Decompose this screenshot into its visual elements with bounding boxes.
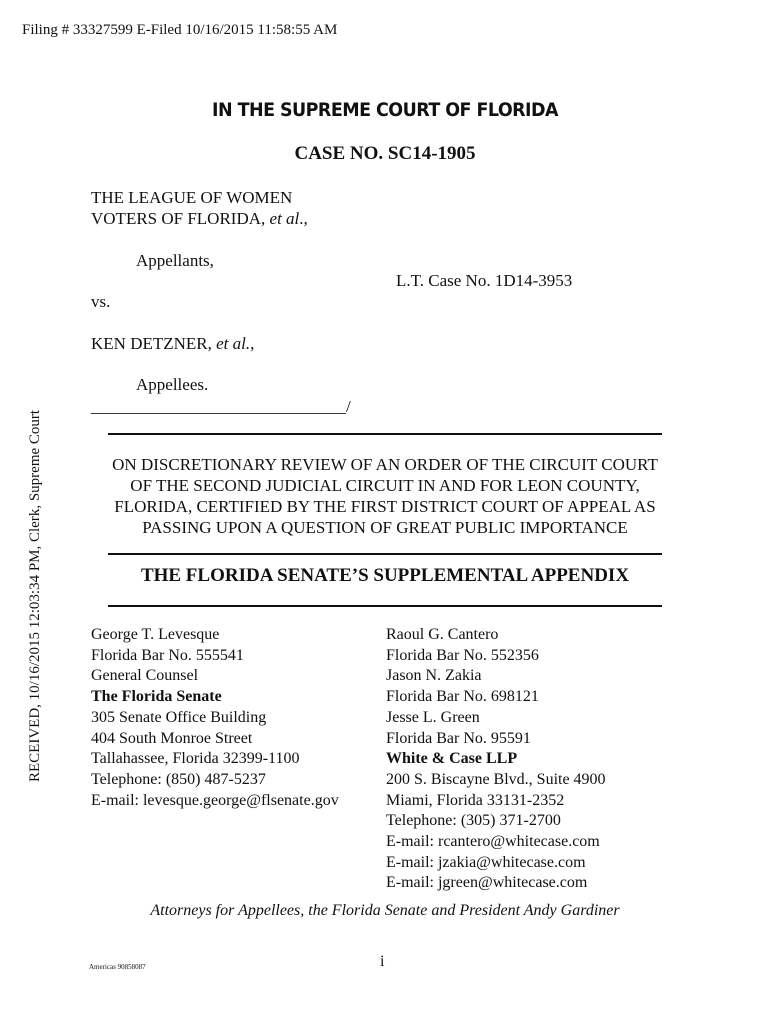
received-stamp: RECEIVED, 10/16/2015 12:03:34 PM, Clerk, Supreme Court [27, 409, 43, 782]
counsel-line: 305 Senate Office Building [91, 708, 267, 726]
appellee-name [91, 334, 254, 354]
court-heading: IN THE SUPREME COURT OF FLORIDA [212, 99, 558, 121]
appellant-name-end: ., [299, 209, 308, 228]
case-number: CASE NO. SC14-1905 [294, 143, 476, 164]
appellant-name-line1: THE LEAGUE OF WOMEN [91, 188, 293, 207]
counsel-email[interactable]: E-mail: levesque.george@flsenate.gov [91, 791, 339, 809]
counsel-email[interactable]: E-mail: jzakia@whitecase.com [386, 853, 586, 871]
counsel-line: Telephone: (305) 371-2700 [386, 812, 561, 830]
appellant-name-line2 [91, 209, 308, 229]
appellant-name-text: VOTERS OF FLORIDA, [91, 209, 270, 228]
counsel-line: Florida Bar No. 555541 [91, 646, 244, 664]
left-counsel-block [91, 625, 339, 811]
counsel-line: General Counsel [91, 667, 199, 685]
counsel-line: White & Case LLP [386, 750, 518, 768]
document-title: THE FLORIDA SENATE’S SUPPLEMENTAL APPENDIX [140, 565, 630, 586]
counsel-line: Jesse L. Green [386, 708, 480, 726]
appellee-name-end: , [250, 334, 255, 353]
appellee-et-al: et al. [216, 334, 251, 353]
page-number: i [380, 953, 385, 970]
appellee-role: Appellees. [136, 375, 209, 394]
versus: vs. [91, 292, 111, 311]
counsel-line: Tallahassee, Florida 32399-1100 [91, 750, 300, 768]
right-counsel-block [386, 625, 606, 894]
counsel-email[interactable]: E-mail: jgreen@whitecase.com [386, 874, 588, 892]
review-line: FLORIDA, CERTIFIED BY THE FIRST DISTRICT COURT OF APPEAL AS [114, 497, 656, 516]
review-line: ON DISCRETIONARY REVIEW OF AN ORDER OF THE CIRCUIT COURT [112, 455, 658, 474]
counsel-line: Florida Bar No. 95591 [386, 729, 531, 747]
counsel-line: 404 South Monroe Street [91, 729, 253, 747]
appellee-name-text: KEN DETZNER, [91, 334, 217, 353]
counsel-line: Telephone: (850) 487-5237 [91, 770, 266, 788]
counsel-line: Florida Bar No. 552356 [386, 646, 539, 664]
counsel-line: Raoul G. Cantero [386, 626, 499, 643]
divider-1 [108, 433, 662, 435]
review-statement [0, 454, 770, 538]
appellant-et-al: et al [269, 209, 300, 228]
counsel-line: Florida Bar No. 698121 [386, 688, 539, 706]
counsel-line: Jason N. Zakia [386, 667, 482, 685]
filing-stamp: Filing # 33327599 E-Filed 10/16/2015 11:58:55 AM [22, 22, 338, 38]
review-line: PASSING UPON A QUESTION OF GREAT PUBLIC IMPORTANCE [142, 518, 628, 537]
counsel-email[interactable]: E-mail: rcantero@whitecase.com [386, 833, 600, 851]
counsel-line: George T. Levesque [91, 626, 220, 643]
counsel-line: Miami, Florida 33131-2352 [386, 791, 565, 809]
divider-2 [108, 553, 662, 555]
lower-tribunal-case: L.T. Case No. 1D14-3953 [396, 271, 573, 290]
attorneys-for: Attorneys for Appellees, the Florida Senate and President Andy Gardiner [150, 902, 620, 919]
counsel-line: 200 S. Biscayne Blvd., Suite 4900 [386, 770, 606, 788]
counsel-line: The Florida Senate [91, 688, 222, 706]
divider-3 [108, 605, 662, 607]
appellant-role: Appellants, [136, 251, 214, 270]
footer-document-id: Americas 90858087 [89, 963, 146, 971]
caption-signature-line: ______________________________/ [91, 397, 351, 416]
review-line: OF THE SECOND JUDICIAL CIRCUIT IN AND FOR LEON COUNTY, [130, 476, 640, 495]
